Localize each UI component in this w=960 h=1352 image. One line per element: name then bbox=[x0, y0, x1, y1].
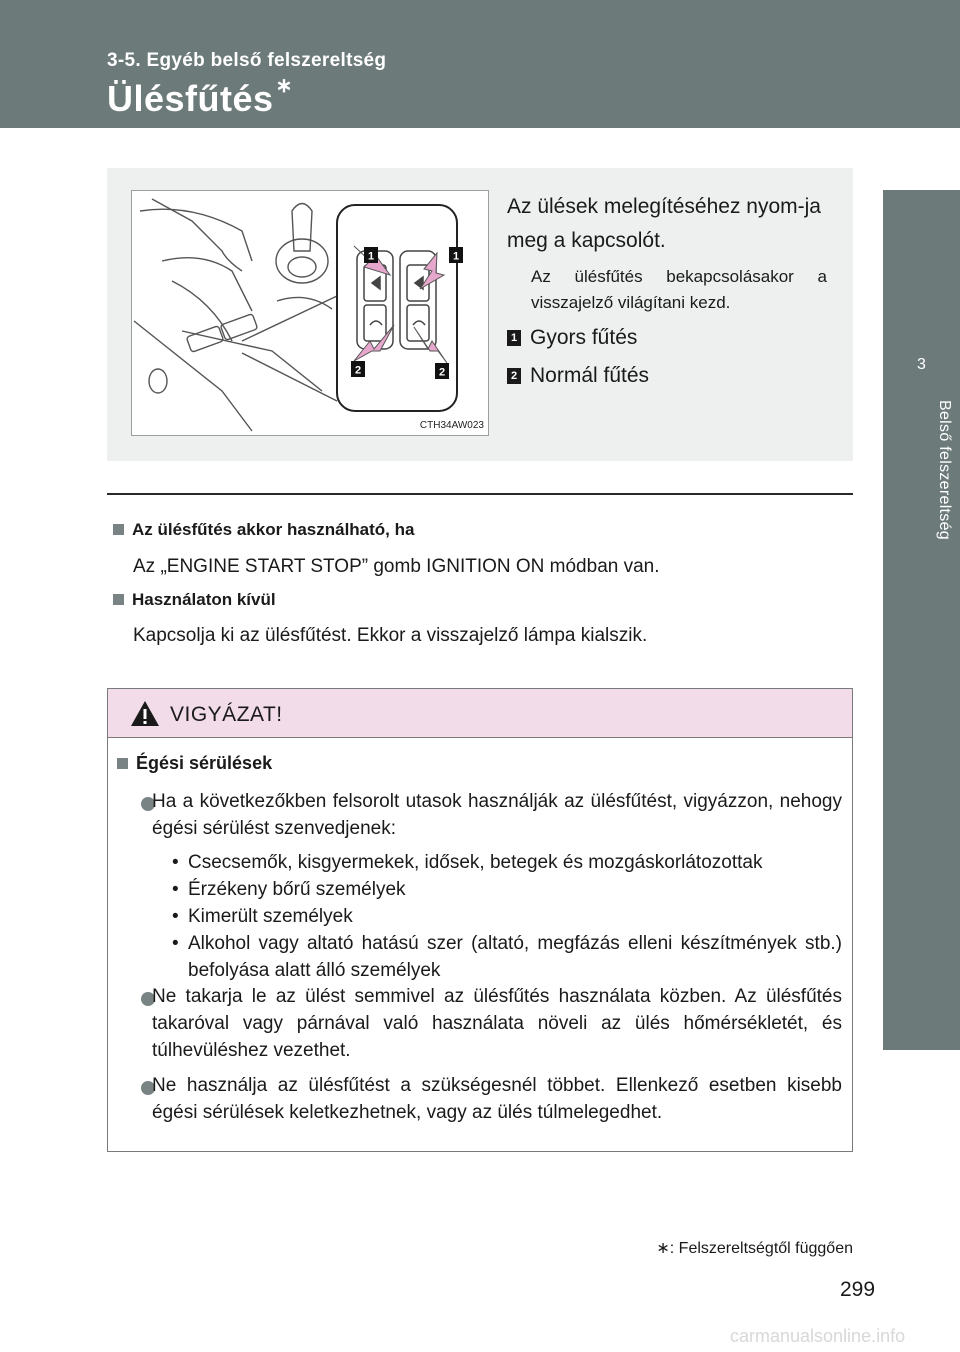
chapter-number: 3 bbox=[917, 356, 926, 373]
svg-text:2: 2 bbox=[438, 366, 446, 379]
watermark: carmanualsonline.info bbox=[730, 1326, 906, 1346]
svg-text:1: 1 bbox=[367, 250, 375, 263]
figure-code: CTH34AW023 bbox=[419, 420, 484, 431]
square-bullet-icon bbox=[113, 594, 124, 605]
warning-list bbox=[172, 849, 842, 984]
topic-body: Az „ENGINE START STOP” gomb IGNITION ON módban van. bbox=[133, 556, 660, 577]
page-number: 299 bbox=[840, 1278, 876, 1301]
legend-label: Normál fűtés bbox=[530, 364, 650, 387]
legend-badge: 2 bbox=[507, 368, 521, 384]
chapter-name: Belső felszereltség bbox=[936, 400, 953, 540]
page-header bbox=[0, 0, 960, 128]
optional-equipment-marker: ∗ bbox=[275, 75, 293, 97]
warning-item: Ne takarja le az ülést semmivel az ülésfűtés használata közben. Az ülésfűtés takaróval vagy párnával való használata növeli az ülés hőmérsékletét, és túlhevüléshez vezethet. bbox=[152, 986, 842, 1061]
warning-subheading: Égési sérülések bbox=[117, 753, 272, 774]
warning-triangle-icon bbox=[130, 700, 160, 727]
figure-intro: Az ülések melegítéséhez nyom-ja meg a kapcsolót. bbox=[507, 195, 821, 252]
legend-label: Gyors fűtés bbox=[530, 326, 638, 349]
list-item: • Érzékeny bőrű személyek bbox=[172, 876, 842, 903]
svg-text:1: 1 bbox=[452, 250, 460, 263]
figure-note: Az ülésfűtés bekapcsolásakor a visszajelző világítani kezd. bbox=[531, 267, 827, 312]
square-bullet-icon bbox=[117, 758, 128, 769]
warning-item: Ha a következőkben felsorolt utasok használják az ülésfűtést, vigyázzon, nehogy égési sérülést szenvedjenek: bbox=[152, 791, 842, 839]
warning-box bbox=[107, 688, 853, 1152]
section-label: 3-5. Egyéb belső felszereltség bbox=[107, 50, 387, 71]
list-item: • Csecsemők, kisgyermekek, idősek, betegek és mozgáskorlátozottak bbox=[172, 849, 842, 876]
list-item: • Alkohol vagy altató hatású szer (altató, megfázás elleni készítmények stb.) befolyása alatt álló személyek bbox=[172, 930, 842, 984]
legend-item-fast-heat bbox=[507, 326, 637, 350]
chapter-side-tab bbox=[883, 190, 960, 1050]
svg-text:2: 2 bbox=[354, 364, 362, 377]
list-item: • Kimerült személyek bbox=[172, 903, 842, 930]
console-illustration bbox=[132, 191, 488, 435]
footnote: ∗: Felszereltségtől függően bbox=[656, 1240, 853, 1257]
legend-item-normal-heat bbox=[507, 364, 649, 388]
legend-badge: 1 bbox=[507, 330, 521, 346]
seat-heater-illustration bbox=[131, 190, 489, 436]
topic-heading: Az ülésfűtés akkor használható, ha bbox=[113, 520, 414, 540]
topic-body: Kapcsolja ki az ülésfűtést. Ekkor a visszajelző lámpa kialszik. bbox=[133, 625, 648, 646]
warning-item: Ne használja az ülésfűtést a szükségesnél többet. Ellenkező esetben kisebb égési sérülések keletkezhetnek, vagy az ülés túlmelegedhet. bbox=[152, 1075, 842, 1123]
warning-title: VIGYÁZAT! bbox=[170, 703, 283, 726]
page-title-text: Ülésfűtés bbox=[107, 78, 274, 119]
square-bullet-icon bbox=[113, 524, 124, 535]
warning-header bbox=[108, 689, 852, 738]
page-title bbox=[107, 75, 293, 120]
section-divider bbox=[107, 493, 853, 495]
topic-heading: Használaton kívül bbox=[113, 590, 276, 610]
